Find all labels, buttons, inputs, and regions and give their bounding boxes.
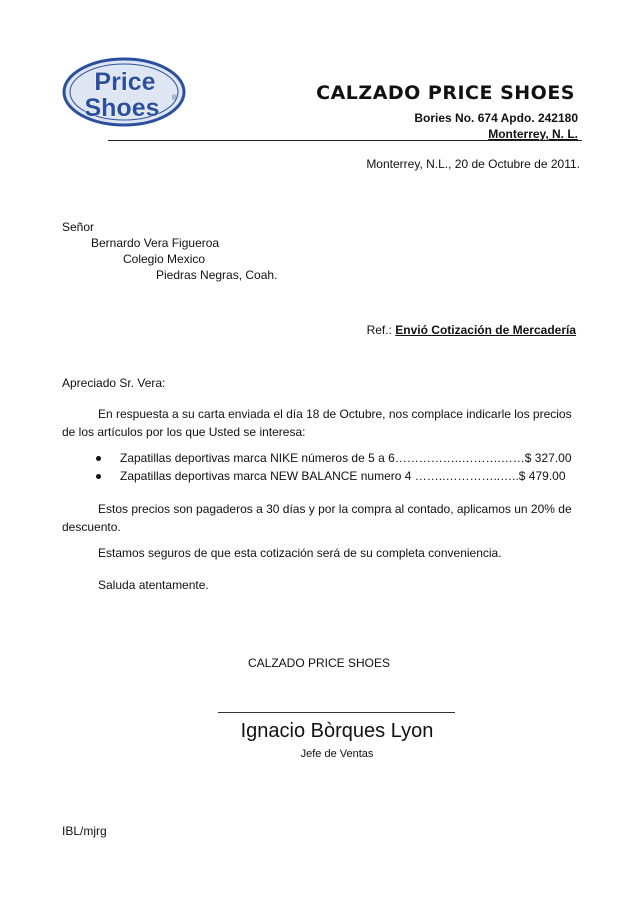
greeting: Apreciado Sr. Vera: xyxy=(62,376,166,390)
signatory-title: Jefe de Ventas xyxy=(300,748,374,760)
reference-subject: Envió Cotización de Mercadería xyxy=(395,323,576,337)
letterhead-divider xyxy=(108,140,582,141)
recipient-name: Bernardo Vera Figueroa xyxy=(91,236,220,250)
bullet-icon xyxy=(96,474,101,479)
terms-paragraph: Estos precios son pagaderos a 30 días y por la compra al contado, aplicamos un 20% de descuento. xyxy=(62,502,572,534)
bullet-icon xyxy=(96,456,101,461)
reference-label: Ref.: xyxy=(366,323,392,337)
recipient-city: Piedras Negras, Coah. xyxy=(156,268,278,282)
logo-registered-mark: ® xyxy=(172,95,178,102)
recipient-organization: Colegio Mexico xyxy=(123,252,206,266)
recipient-salutation: Señor xyxy=(62,220,95,234)
address-line-1: Bories No. 674 Apdo. 242180 xyxy=(414,111,578,125)
signature-line xyxy=(218,712,455,713)
reference-initials: IBL/mjrg xyxy=(62,824,107,838)
price-shoes-logo xyxy=(62,56,190,128)
price-item-text: Zapatillas deportivas marca NEW BALANCE numero 4 ……..…………..…..$ 479.00 xyxy=(120,469,566,483)
reference-line xyxy=(367,323,576,337)
price-item xyxy=(96,449,586,467)
farewell: Saluda atentamente. xyxy=(98,578,209,592)
signatory-name: Ignacio Bòrques Lyon xyxy=(240,720,434,742)
address-line-2: Monterrey, N. L. xyxy=(488,127,578,141)
letter-date: Monterrey, N.L., 20 de Octubre de 2011. xyxy=(366,157,580,171)
price-list xyxy=(96,449,586,485)
intro-paragraph: En respuesta a su carta enviada el día 18 de Octubre, nos complace indicarle los precios de los artículos por los que Usted se interesa: xyxy=(62,407,572,439)
company-name: CALZADO PRICE SHOES xyxy=(316,82,575,104)
price-item-text: Zapatillas deportivas marca NIKE números de 5 a 6……………..……….……$ 327.00 xyxy=(120,451,572,465)
logo-line1: Price xyxy=(94,68,156,96)
closing-company: CALZADO PRICE SHOES xyxy=(247,656,391,670)
logo-line2: Shoes xyxy=(84,94,160,122)
assurance-sentence: Estamos seguros de que esta cotización será de su completa conveniencia. xyxy=(98,546,502,560)
price-item xyxy=(96,467,586,485)
